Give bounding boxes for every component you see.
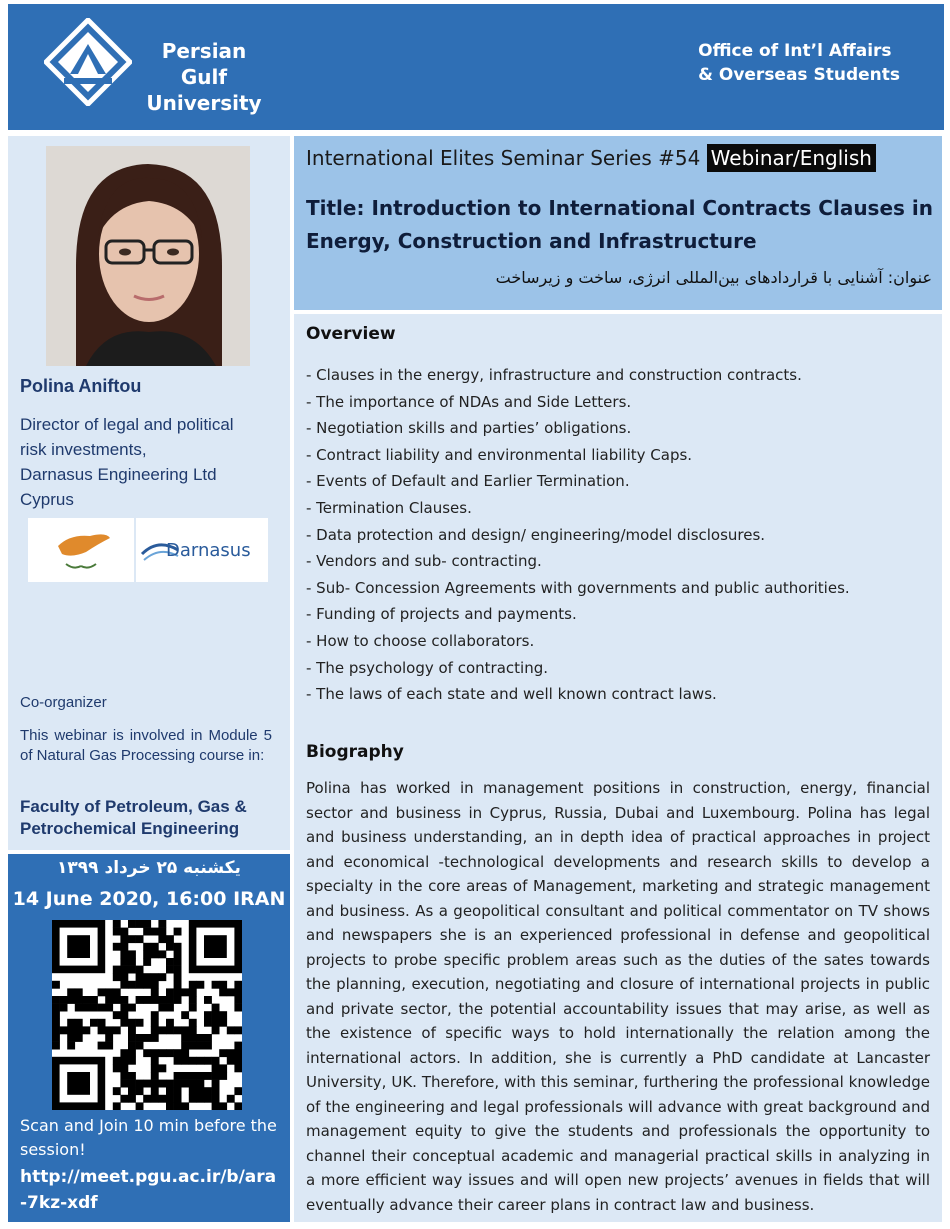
scan-instructions: Scan and Join 10 min before the session!	[20, 1116, 277, 1159]
overview-item: - Sub- Concession Agreements with governments and public authorities.	[306, 578, 850, 597]
overview-item: - The laws of each state and well known contract laws.	[306, 685, 717, 704]
overview-heading: Overview	[306, 324, 396, 344]
darnasus-logo	[136, 518, 268, 582]
speaker-panel	[8, 136, 290, 850]
coorganizer-label: Co-organizer	[20, 694, 107, 711]
event-date-english: 14 June 2020, 16:00 IRAN	[12, 888, 286, 910]
overview-item: - How to choose collaborators.	[306, 631, 535, 650]
biography-text: Polina has worked in management positions in construction, energy, financial sector and business in Cyprus, Russia, Dubai and Luxembourg. Polina has legal and business understanding, an in depth idea of practical approaches in project and economical -technological developments and research skills to develop a specialty in the core areas of Management, marketing and strategic management and business. As a geopolitical consultant and political commentator on TV shows and newspapers she is an experienced professional in defense and geopolitical projects to probe specific problem areas such as the duties of the sates towards the planning, execution, negotiating and closure of international projects in public and private sector, the potential accountability issues that may arise, as well as the existence of specific ways to hold internationally the relation among the international actors. In addition, she is currently a PhD candidate at Lancaster University, UK. Therefore, with this seminar, furthering the professional knowledge of the engineering and legal professionals will advance with great background and management equity to give the students and professionals the opportunity to channel their conceptual academic and managerial practical skills in analyzing in a more efficient way issues and will open new projects’ avenues in fields that will eventually advance their career plans in contract law and business.	[306, 779, 930, 1214]
speaker-country: Cyprus	[20, 490, 74, 509]
speaker-role-line: Director of legal and political	[20, 415, 234, 434]
seminar-series-text: International Elites Seminar Series #54	[306, 146, 701, 170]
content-panel	[294, 314, 942, 1222]
qr-code-icon	[52, 920, 242, 1110]
meeting-link[interactable]: http://meet.pgu.ac.ir/b/ara-7kz-xdf	[20, 1167, 277, 1213]
overview-item: - Negotiation skills and parties’ obligations.	[306, 419, 632, 438]
event-date-persian: یکشنبه ۲۵ خرداد ۱۳۹۹	[57, 858, 241, 878]
speaker-name: Polina Aniftou	[20, 376, 142, 396]
cyprus-flag	[28, 518, 134, 582]
overview-item: - Events of Default and Earlier Termination.	[306, 472, 630, 491]
overview-item: - Funding of projects and payments.	[306, 605, 577, 624]
header-banner	[8, 4, 944, 130]
title-panel	[294, 136, 942, 310]
university-logo-icon	[44, 18, 132, 106]
faculty-name: Faculty of Petroleum, Gas & Petrochemical Engineering	[20, 797, 247, 838]
overview-item: - Data protection and design/ engineering/model disclosures.	[306, 525, 766, 544]
speaker-photo	[46, 146, 250, 366]
course-involvement-text: This webinar is involved in Module 5 of Natural Gas Processing course in:	[20, 727, 272, 764]
speaker-company: Darnasus Engineering Ltd	[20, 465, 217, 484]
event-panel	[8, 854, 290, 1222]
office-name	[698, 39, 900, 87]
overview-list	[306, 362, 936, 708]
seminar-title-persian: عنوان: آشنایی با قراردادهای بین‌المللی انرژی، ساخت و زیرساخت	[495, 268, 932, 287]
qr-code[interactable]	[52, 920, 242, 1110]
cyprus-flag-icon	[28, 518, 134, 582]
seminar-series	[306, 146, 876, 170]
overview-item: - Vendors and sub- contracting.	[306, 552, 542, 571]
office-line-1: Office of Int’l Affairs	[698, 41, 892, 61]
speaker-role	[20, 412, 282, 512]
overview-item: - Clauses in the energy, infrastructure and construction contracts.	[306, 366, 802, 384]
speaker-portrait-icon	[46, 146, 250, 366]
overview-item: - The importance of NDAs and Side Letters.	[306, 392, 632, 411]
overview-item: - Termination Clauses.	[306, 498, 472, 517]
overview-item: - The psychology of contracting.	[306, 658, 548, 677]
university-name: Persian Gulf University	[146, 39, 262, 115]
overview-item: - Contract liability and environmental liability Caps.	[306, 445, 693, 464]
biography-heading: Biography	[306, 742, 404, 762]
webinar-language-tag: Webinar/English	[707, 144, 876, 172]
speaker-role-line: risk investments,	[20, 440, 147, 459]
seminar-title: Title: Introduction to International Contracts Clauses in Energy, Construction and Infrastructure	[306, 196, 933, 253]
darnasus-logo-text: Darnasus	[166, 540, 251, 561]
office-line-2: & Overseas Students	[698, 65, 900, 85]
